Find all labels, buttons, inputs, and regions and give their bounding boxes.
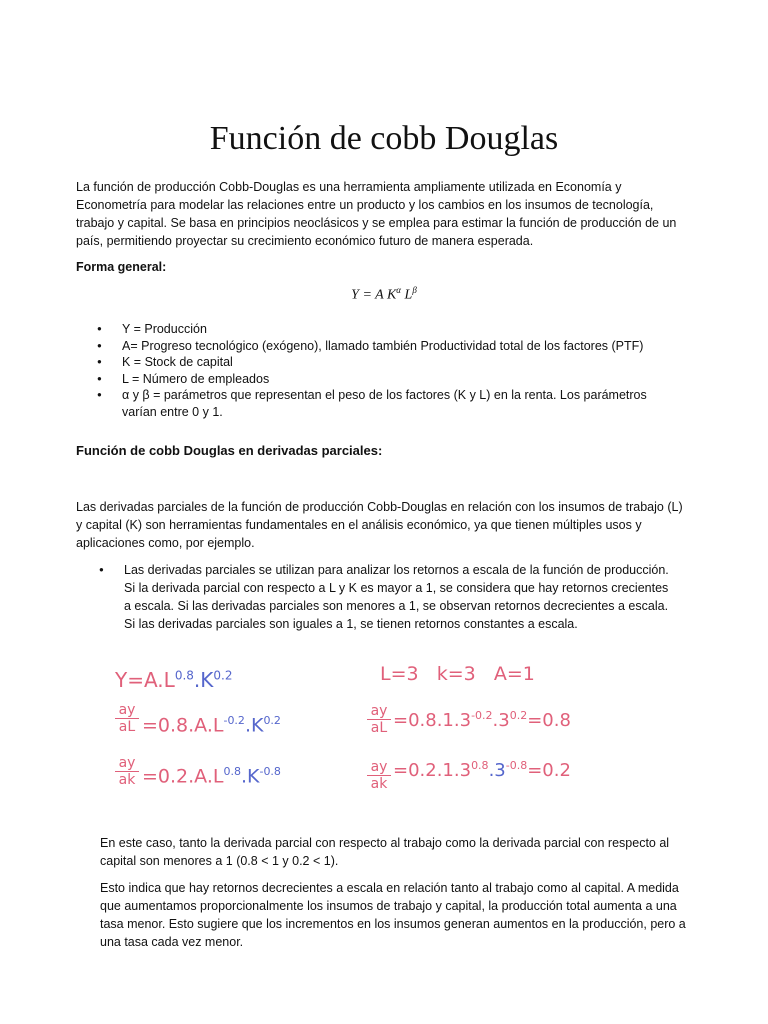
definition-item: ● L = Número de empleados: [97, 371, 677, 388]
definition-item: ● α y β = parámetros que representan el peso de los factores (K y L) en la renta. Los parámetros varían entre 0 y 1.: [97, 387, 677, 420]
section-heading: Función de cobb Douglas en derivadas parciales:: [76, 443, 383, 458]
intro-paragraph: La función de producción Cobb-Douglas es una herramienta ampliamente utilizada en Economía y Econometría para modelar las relaciones entre un producto y los cambios en los insumos de tecnología, trabajo y capital. Se basa en principios neoclásicos y se emplea para estimar la función de producción de un país, permitiendo proyectar su crecimiento económico futuro de manera esperada.: [76, 180, 677, 248]
handwritten-equations-left: $Y=A.L^{0.8}.K^{0.2}$ ay aL $=0.8.A.L^{-0.2}.K^{0.2}$ ay ak $=0.2.A.L^{0.8}.K^{-0.8}$: [115, 668, 281, 788]
handwritten-equations-right: L=3 k=3 A=1 ay aL $=0.8.1.3^{-0.2}.3^{0.2}=0.8$ ay ak $=0.2.1.3^{0.8}.3^{-0.8}=0.2$: [365, 655, 625, 805]
definition-item: ● K = Stock de capital: [97, 354, 677, 371]
general-form-label: Forma general:: [76, 260, 167, 274]
conclusion-paragraph-1: En este caso, tanto la derivada parcial con respecto al trabajo como la derivada parcial con respecto al capital son menores a 1 (0.8 < 1 y 0.2 < 1).: [100, 836, 670, 868]
definition-item: ● A= Progreso tecnológico (exógeno), llamado también Productividad total de los factores (PTF): [97, 338, 677, 355]
conclusion-paragraph-2: Esto indica que hay retornos decrecientes a escala en relación tanto al trabajo como al capital. A medida que aumentamos proporcionalmente los insumos de trabajo y capital, la producción total aumenta a una tasa menor. Esto sugiere que los incrementos en los insumos generan aumentos en la producción, pero a una tasa cada vez menor.: [100, 881, 686, 949]
page-title: Función de cobb Douglas: [209, 120, 559, 157]
cobb-douglas-formula: Y = A $K^\alpha$ $L^\beta$: [351, 285, 417, 303]
returns-bullet-item: ● Las derivadas parciales se utilizan para analizar los retornos a escala de la función de producción. Si la derivada parcial con respecto a L y K es mayor a 1, se considera que hay retornos crecientes a escala. Si las derivadas parciales son menores a 1, se observan retornos decrecientes a escala. Si las derivadas parciales son iguales a 1, se tienen retornos constantes a escala.: [99, 561, 669, 633]
definition-item: ● Y = Producción: [97, 321, 677, 338]
definitions-list: [97, 321, 677, 420]
returns-bullet-list: [99, 561, 669, 633]
section-intro-paragraph: Las derivadas parciales de la función de producción Cobb-Douglas en relación con los insumos de trabajo (L) y capital (K) son herramientas fundamentales en el análisis económico, ya que tienen múltiples usos y aplicaciones como, por ejemplo.: [76, 500, 683, 550]
